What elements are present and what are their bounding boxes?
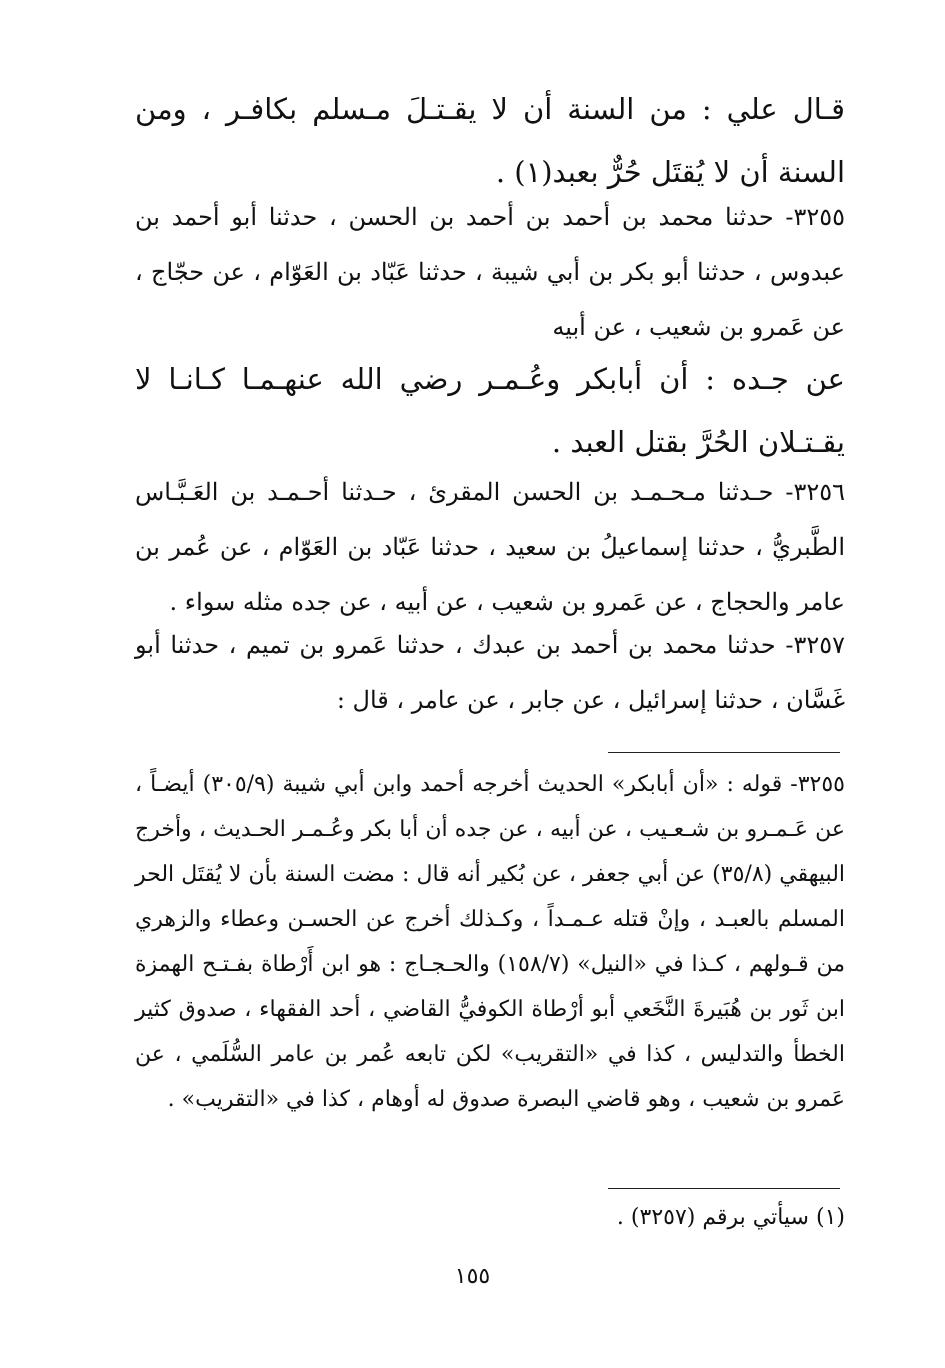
page-number: ١٥٥: [454, 1264, 491, 1289]
paragraph-text: ٣٢٥٧- حدثنا محمد بن أحمد بن عبدك ، حدثنا عَمرو بن تميم ، حدثنا أبو غَسَّان ، حدثنا إسرائيل ، عن جابر ، عن عامر ، قال :: [135, 631, 845, 714]
commentary-block: [135, 762, 845, 1122]
commentary-text: ٣٢٥٥- قوله : «أن أبابكر» الحديث أخرجه أحمد وابن أبي شيبة (٣٠٥/٩) أيضـاً ، عن عَـمـرو بن شـعـيب ، عن أبيه ، عن جده أن أبا بكر وعُـمـر الحـديث ، وأخرج البيهقي (٣٥/٨) عن أبي جعفر ، عن بُكير أنه قال : مضت السنة بأن لا يُقتَل الحر المسلم بالعبـد ، وإنْ قتله عـمـداً ، وكـذلك أخرج عن الحسـن وعطاء والزهري من قـولهم ، كـذا في «النيل» (١٥٨/٧) والحـجـاج : هو ابن أَرْطاة بفـتـح الهمزة ابن ثَور بن هُبَيرةَ النَّخَعي أبو أرْطاة الكوفيُّ القاضي ، أحد الفقهاء ، صدوق كثير الخطأ والتدليس ، كذا في «التقريب» لكن تابعه عُمر بن عامر السُّلَمي ، عن عَمرو بن شعيب ، وهو قاضي البصرة صدوق له أوهام ، كذا في «التقريب» .: [135, 772, 846, 1112]
paragraph-text: ٣٢٥٦- حـدثنا مـحـمـد بن الحسن المقرئ ، حـدثنا أحـمـد بن العَـبَّـاس الطَّبريُّ ، حدثنا إسماعيلُ بن سعيد ، حدثنا عَبّاد بن العَوّام ، عن عُمر بن عامر والحجاج ، عن عَمرو بن شعيب ، عن أبيه ، عن جده مثله سواء .: [135, 478, 845, 616]
paragraph-jaddihi: [135, 348, 845, 474]
hadith-3256: [135, 465, 845, 630]
paragraph-ali-saying: [135, 78, 845, 204]
hadith-3255: [135, 190, 845, 355]
paragraph-text: قـال علي : من السنة أن لا يقـتـلَ مـسلم بكافـر ، ومن السنة أن لا يُقتَل حُرٌّ بعبد(١) .: [135, 92, 845, 189]
footnote-block: [135, 1195, 845, 1240]
commentary-separator: [608, 752, 840, 753]
hadith-3257: [135, 618, 845, 728]
paragraph-text: عن جـده : أن أبابكر وعُـمـر رضي الله عنهـمـا كـانـا لا يقـتـلان الحُرَّ بقتل العبد .: [135, 362, 845, 459]
footnote-separator: [608, 1188, 840, 1189]
paragraph-text: ٣٢٥٥- حدثنا محمد بن أحمد بن أحمد بن الحسن ، حدثنا أبو أحمد بن عبدوس ، حدثنا أبو بكر بن أبي شيبة ، حدثنا عَبّاد بن العَوّام ، عن حجّاج ، عن عَمرو بن شعيب ، عن أبيه: [135, 203, 845, 341]
footnote-text: (١) سيأتي برقم (٣٢٥٧) .: [616, 1205, 845, 1230]
